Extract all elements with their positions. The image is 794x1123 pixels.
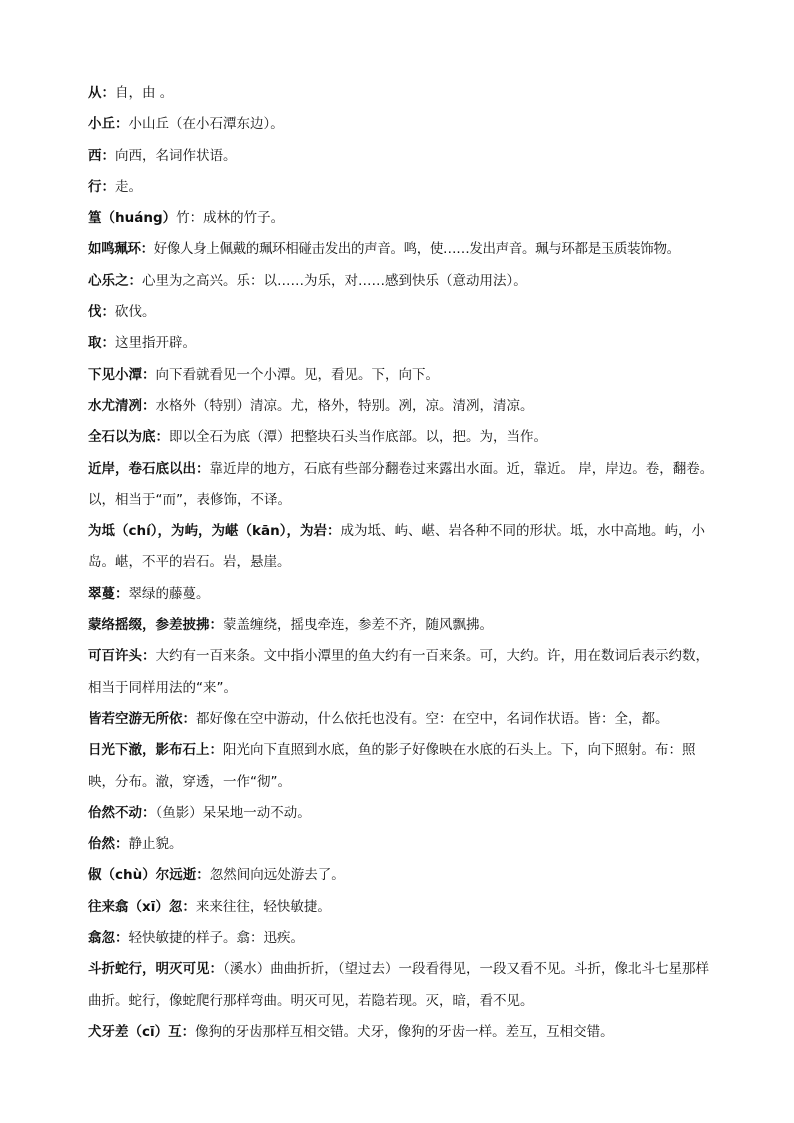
annotation-definition: 这里指开辟。: [115, 335, 196, 352]
annotation-definition: 向下看就看见一个小潭。见，看见。下，向下。: [155, 366, 439, 383]
annotation-term: 日光下澈，影布石上：: [88, 742, 223, 759]
annotation-definition: （鱼影）呆呆地一动不动。: [155, 804, 311, 821]
annotation-term: 如鸣珮环：: [88, 241, 154, 258]
annotation-entry-22: [88, 860, 718, 891]
annotation-term: 全石以为底：: [88, 429, 169, 446]
annotation-entry-8: [88, 297, 718, 328]
annotation-term: 伐：: [88, 304, 115, 321]
annotation-definition: 轻快敏捷的样子。翕：迅疾。: [128, 930, 304, 947]
annotation-term: 近岸，卷石底以出：: [88, 460, 210, 477]
annotation-entry-10: [88, 360, 718, 391]
annotation-definition: 都好像在空中游动，什么依托也没有。空：在空中，名词作状语。皆：全，都。: [196, 710, 669, 727]
annotation-entry-14: [88, 516, 718, 579]
annotation-entry-9: [88, 328, 718, 359]
annotation-definition: 忽然间向远处游去了。: [209, 867, 345, 884]
annotation-term: 篁（huáng）: [88, 210, 177, 227]
annotation-entry-11: [88, 391, 718, 422]
annotation-definition: 走。: [115, 178, 142, 195]
annotation-term: 行：: [88, 178, 115, 195]
annotation-entry-23: [88, 892, 718, 923]
annotation-definition: 成为坻、屿、嵁、岩各种不同的形状。坻，水中高地。屿，小岛。嵁，不平的岩石。岩，悬崖。: [88, 523, 705, 571]
annotation-term: 心乐之：: [88, 272, 142, 289]
annotation-entry-26: [88, 1017, 718, 1048]
annotation-term: 蒙络摇缀，参差披拂：: [88, 617, 223, 634]
annotation-definition: 来来往往，轻快敏捷。: [195, 898, 331, 915]
annotation-term: 为坻（chí），为屿，为嵁（kān），为岩：: [88, 523, 341, 540]
annotation-term: 取：: [88, 335, 115, 352]
annotation-definition: 砍伐。: [115, 304, 156, 321]
annotation-term: 皆若空游无所依：: [88, 710, 196, 727]
annotation-entry-20: [88, 798, 718, 829]
annotation-definition: 大约有一百来条。文中指小潭里的鱼大约有一百来条。可，大约。许，用在数词后表示约数，相当于同样用法的“来”。: [88, 648, 709, 696]
annotation-entry-17: [88, 641, 718, 704]
annotation-term: 翠蔓：: [88, 585, 129, 602]
annotation-definition: 竹：成林的竹子。: [176, 210, 285, 227]
annotation-term: 水尤清冽：: [88, 397, 156, 414]
annotation-term: 可百许头：: [88, 648, 156, 665]
annotation-entry-3: [88, 141, 718, 172]
annotation-term: 犬牙差（cī）互：: [88, 1023, 196, 1040]
annotation-entry-15: [88, 579, 718, 610]
annotation-term: 下见小潭：: [88, 366, 156, 383]
annotation-entry-12: [88, 422, 718, 453]
annotation-term: 往来翕（xī）忽：: [88, 898, 196, 915]
annotation-definition: 好像人身上佩戴的珮环相碰击发出的声音。鸣，使……发出声音。珮与环都是玉质装饰物。: [153, 241, 680, 258]
annotation-term: 佁然不动：: [88, 804, 156, 821]
document-page: [88, 78, 718, 1048]
annotation-term: 小丘：: [88, 116, 129, 133]
annotation-term: 西：: [88, 147, 115, 164]
annotation-term: 斗折蛇行，明灭可见：: [88, 961, 223, 978]
annotation-term: 俶（chù）尔远逝：: [88, 867, 210, 884]
annotation-definition: （溪水）曲曲折折，（望过去）一段看得见，一段又看不见。斗折，像北斗七星那样曲折。蛇行，像蛇爬行那样弯曲。明灭可见，若隐若现。灭，暗，看不见。: [88, 961, 709, 1009]
annotation-term: 从：: [88, 85, 115, 101]
annotation-entry-24: [88, 923, 718, 954]
annotation-entry-21: [88, 829, 718, 860]
annotation-entry-4: [88, 172, 718, 203]
annotation-definition: 静止貌。: [128, 836, 183, 853]
annotation-definition: 蒙盖缠绕，摇曳牵连，参差不齐，随风飘拂。: [223, 617, 493, 634]
annotation-definition: 自，由 。: [115, 85, 174, 101]
annotation-definition: 翠绿的藤蔓。: [128, 585, 210, 602]
annotation-entry-19: [88, 735, 718, 798]
annotation-definition: 心里为之高兴。乐：以……为乐，对……感到快乐（意动用法）。: [142, 272, 527, 289]
annotation-definition: 小山丘（在小石潭东边）。: [128, 116, 284, 133]
annotation-entry-1: [88, 78, 718, 109]
annotation-entry-18: [88, 704, 718, 735]
annotation-definition: 即以全石为底（潭）把整块石头当作底部。以，把。为，当作。: [169, 429, 547, 446]
annotation-entry-2: [88, 109, 718, 140]
annotation-definition: 阳光向下直照到水底，鱼的影子好像映在水底的石头上。下，向下照射。布：照映，分布。澈，穿透，一作“彻”。: [88, 742, 696, 790]
annotation-definition: 水格外（特别）清凉。尤，格外，特别。冽，凉。清冽，清凉。: [155, 397, 534, 414]
annotation-definition: 靠近岸的地方，石底有些部分翻卷过来露出水面。近，靠近。 岸，岸边。卷，翻卷。以，相当于“而”，表修饰，不译。: [88, 460, 714, 508]
annotation-definition: 向西，名词作状语。: [115, 147, 237, 164]
annotation-entry-16: [88, 610, 718, 641]
annotation-term: 佁然：: [88, 836, 129, 853]
annotation-entry-13: [88, 454, 718, 517]
annotation-entry-7: [88, 266, 718, 297]
annotation-definition: 像狗的牙齿那样互相交错。犬牙，像狗的牙齿一样。差互，互相交错。: [195, 1023, 614, 1040]
annotation-entry-25: [88, 954, 718, 1017]
annotation-term: 翕忽：: [88, 930, 129, 947]
annotation-entry-6: [88, 234, 718, 265]
annotation-entry-5: [88, 203, 718, 234]
